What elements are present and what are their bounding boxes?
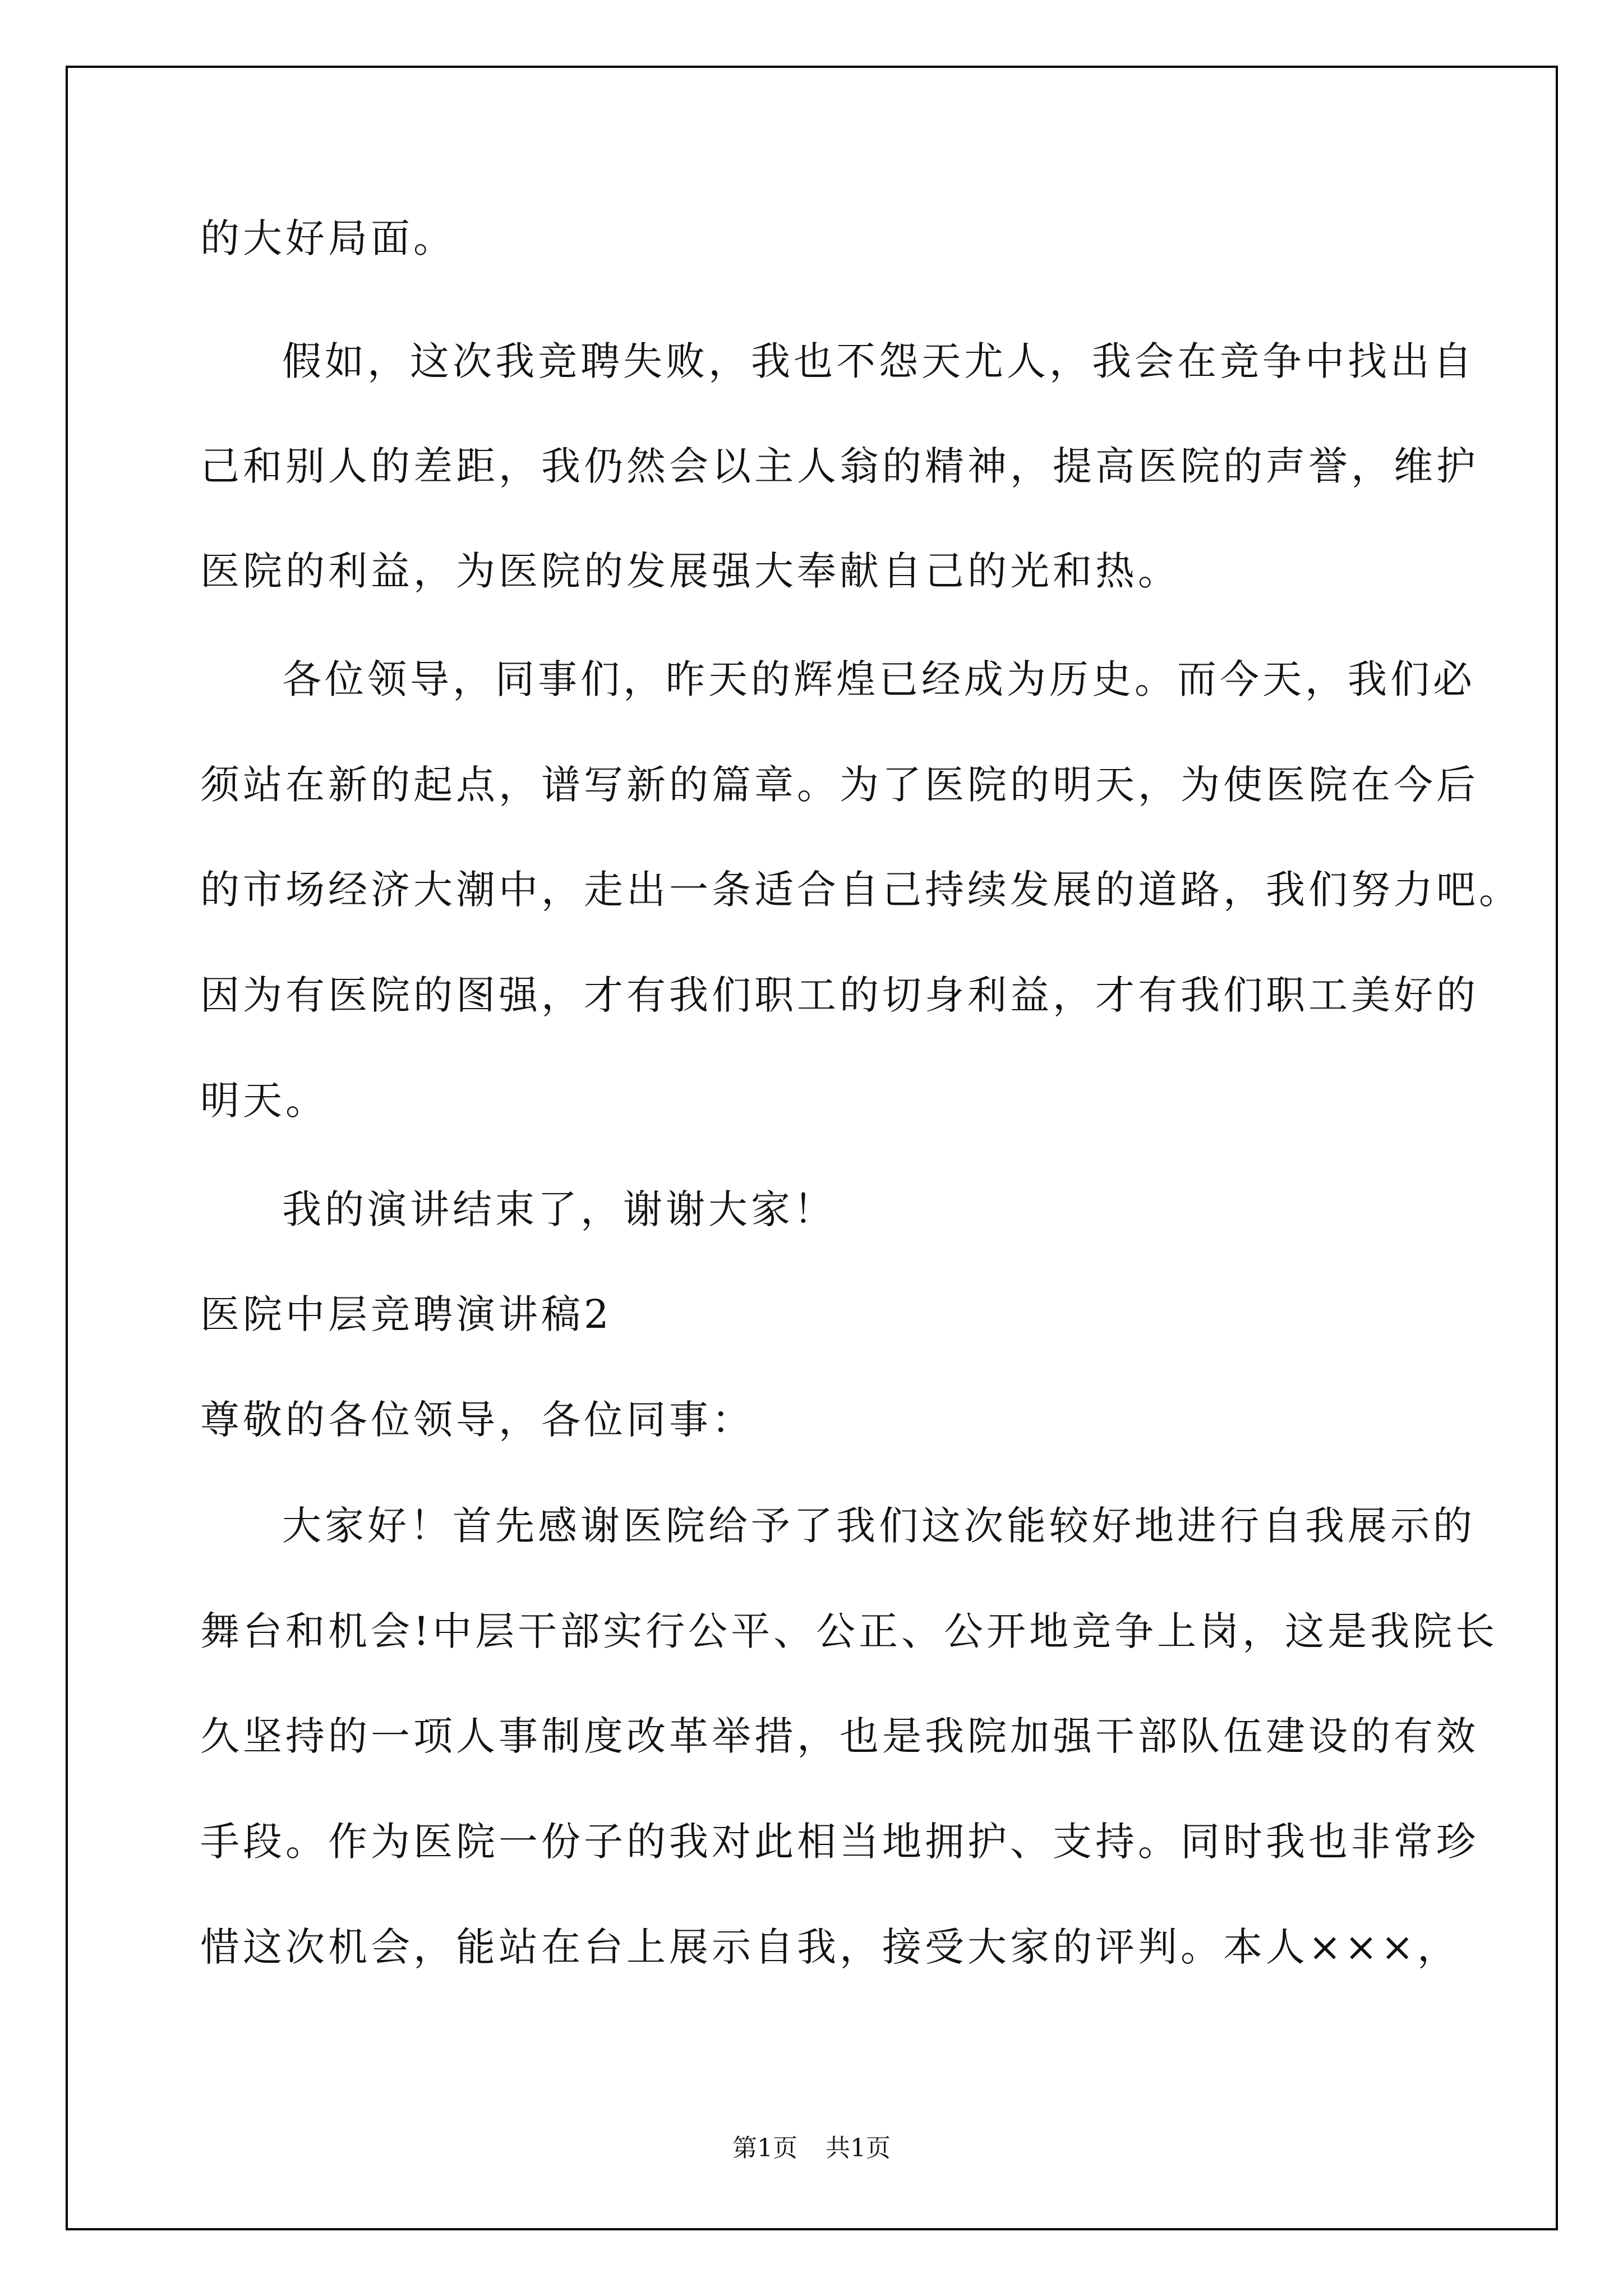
text-line: 各位领导，同事们，昨天的辉煌已经成为历史。而今天，我们必 xyxy=(282,656,1476,702)
text-line: 己和别人的差距，我仍然会以主人翁的精神，提高医院的声誉，维护 xyxy=(200,443,1479,489)
text-line: 须站在新的起点，谱写新的篇章。为了医院的明天，为使医院在今后 xyxy=(200,762,1479,808)
page-border xyxy=(66,66,1558,2230)
text-line: 手段。作为医院一份子的我对此相当地拥护、支持。同时我也非常珍 xyxy=(200,1819,1479,1865)
salutation: 尊敬的各位领导，各位同事： xyxy=(200,1397,754,1443)
text-line: 明天。 xyxy=(200,1078,328,1124)
text-line: 惜这次机会，能站在台上展示自我，接受大家的评判。本人×××， xyxy=(200,1924,1460,1970)
text-line: 舞台和机会!中层干部实行公平、公正、公开地竞争上岗，这是我院长 xyxy=(200,1608,1498,1654)
text-line: 的市场经济大潮中，走出一条适合自己持续发展的道路，我们努力吧。 xyxy=(200,867,1521,913)
text-line: 我的演讲结束了，谢谢大家！ xyxy=(282,1186,836,1232)
page-number: 第1页 xyxy=(732,2134,797,2162)
section-title: 医院中层竞聘演讲稿2 xyxy=(200,1291,612,1337)
text-line: 医院的利益，为医院的发展强大奉献自己的光和热。 xyxy=(200,548,1181,594)
text-line: 久坚持的一项人事制度改革举措，也是我院加强干部队伍建设的有效 xyxy=(200,1713,1479,1759)
page-total: 共1页 xyxy=(826,2134,891,2162)
text-line: 假如，这次我竞聘失败，我也不怨天尤人，我会在竞争中找出自 xyxy=(282,338,1476,384)
text-line: 的大好局面。 xyxy=(200,215,456,261)
text-line: 大家好！首先感谢医院给予了我们这次能较好地进行自我展示的 xyxy=(282,1503,1476,1549)
text-line: 因为有医院的图强，才有我们职工的切身利益，才有我们职工美好的 xyxy=(200,972,1479,1018)
page-footer xyxy=(0,2136,1623,2161)
